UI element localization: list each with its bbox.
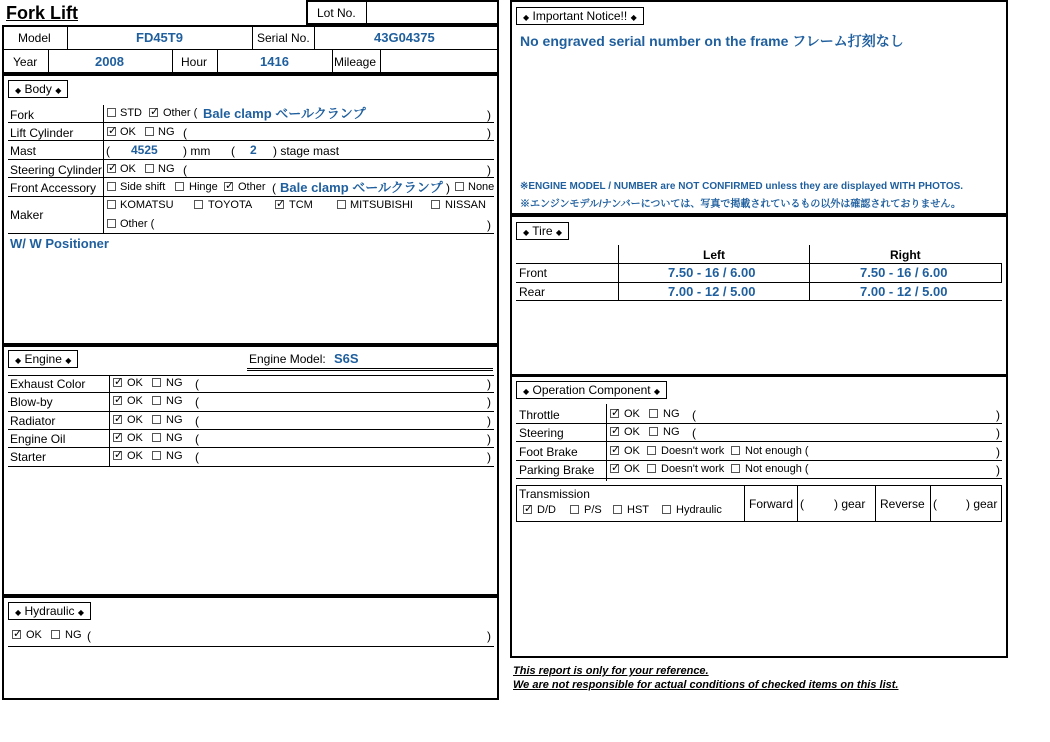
throttle-label: Throttle <box>519 408 560 422</box>
steering-ok-checkbox[interactable] <box>610 427 619 436</box>
form-title: Fork Lift <box>6 3 78 23</box>
mast-label: Mast <box>10 144 37 158</box>
fork-other-value: Bale clamp ベールクランプ <box>203 106 366 121</box>
fork-std-checkbox[interactable] <box>107 108 116 117</box>
transmission-dd-checkbox[interactable] <box>523 505 532 514</box>
reverse-label: Reverse <box>880 497 925 511</box>
notice-warning-en: ※ENGINE MODEL / NUMBER are NOT CONFIRMED unless they are displayed WITH PHOTOS. <box>520 181 964 192</box>
tire-rear-right: 7.00 - 12 / 5.00 <box>860 284 948 299</box>
exhaust-color-ok-checkbox[interactable] <box>113 378 122 387</box>
front-accessory-label: Front Accessory <box>10 181 97 195</box>
year-value: 2008 <box>95 54 124 69</box>
parking-brake-label: Parking Brake <box>519 463 595 477</box>
tire-front-right: 7.50 - 16 / 6.00 <box>860 265 948 280</box>
tire-front-label: Front <box>519 266 548 280</box>
radiator-ng-checkbox[interactable] <box>152 415 161 424</box>
foot-brake-label: Foot Brake <box>519 445 578 459</box>
maker-nissan-checkbox[interactable] <box>431 200 440 209</box>
steering-label: Steering <box>519 426 564 440</box>
engine-oil-label: Engine Oil <box>10 432 66 446</box>
maker-toyota-checkbox[interactable] <box>194 200 203 209</box>
tire-front-left: 7.50 - 16 / 6.00 <box>668 265 756 280</box>
throttle-ok-checkbox[interactable] <box>610 409 619 418</box>
blow-by-label: Blow-by <box>10 395 53 409</box>
mast-mm-value: 4525 <box>131 143 158 157</box>
engine-oil-ok-checkbox[interactable] <box>113 433 122 442</box>
steering-cylinder-ok-checkbox[interactable] <box>107 164 116 173</box>
steering-cylinder-label: Steering Cylinder <box>10 163 103 177</box>
notice-warning-jp: ※エンジンモデル/ナンバーについては、写真で掲載されているもの以外は確認されておりません。 <box>520 199 961 210</box>
radiator-label: Radiator <box>10 414 56 428</box>
tire-rear-left: 7.00 - 12 / 5.00 <box>668 284 756 299</box>
lot-label: Lot No. <box>317 6 356 20</box>
transmission-label: Transmission <box>519 487 590 501</box>
mast-stage-value: 2 <box>250 143 257 157</box>
maker-label: Maker <box>10 208 44 222</box>
forward-gear-unit: ) gear <box>834 497 866 511</box>
serial-label: Serial No. <box>257 31 310 45</box>
reverse-gear-unit: ) gear <box>966 497 998 511</box>
fork-other-checkbox[interactable] <box>149 108 158 117</box>
body-section-title: ◆ Body ◆ <box>8 80 68 98</box>
lift-cylinder-label: Lift Cylinder <box>10 126 74 140</box>
engine-model-value: S6S <box>334 351 359 366</box>
maker-other-checkbox[interactable] <box>107 219 116 228</box>
footer-line-1: This report is only for your reference. <box>513 665 709 677</box>
blow-by-ok-checkbox[interactable] <box>113 396 122 405</box>
exhaust-color-ng-checkbox[interactable] <box>152 378 161 387</box>
hour-value: 1416 <box>260 54 289 69</box>
mileage-label: Mileage <box>334 55 377 69</box>
side-shift-checkbox[interactable] <box>107 182 116 191</box>
maker-mitsubishi-checkbox[interactable] <box>337 200 346 209</box>
hinge-checkbox[interactable] <box>175 182 184 191</box>
model-value: FD45T9 <box>136 30 183 45</box>
maker-komatsu-checkbox[interactable] <box>107 200 116 209</box>
blow-by-ng-checkbox[interactable] <box>152 396 161 405</box>
engine-oil-ng-checkbox[interactable] <box>152 433 161 442</box>
starter-ng-checkbox[interactable] <box>152 451 161 460</box>
operation-section-title: ◆ Operation Component ◆ <box>516 381 667 399</box>
foot-brake-ok-checkbox[interactable] <box>610 446 619 455</box>
hydraulic-section-title: ◆ Hydraulic ◆ <box>8 602 91 620</box>
maker-tcm-checkbox[interactable] <box>275 200 284 209</box>
footer-line-2: We are not responsible for actual conditions of checked items on this list. <box>513 679 899 691</box>
body-note: W/ W Positioner <box>10 236 109 251</box>
foot-brake-not-enough-checkbox[interactable] <box>731 446 740 455</box>
serial-value: 43G04375 <box>374 30 435 45</box>
engine-section-title: ◆ Engine ◆ <box>8 350 78 368</box>
tire-section-title: ◆ Tire ◆ <box>516 222 569 240</box>
transmission-hydraulic-checkbox[interactable] <box>662 505 671 514</box>
hour-label: Hour <box>181 55 208 69</box>
year-label: Year <box>13 55 38 69</box>
accessory-none-checkbox[interactable] <box>455 182 464 191</box>
transmission-ps-checkbox[interactable] <box>570 505 579 514</box>
hydraulic-ng-checkbox[interactable] <box>51 630 60 639</box>
steering-cylinder-ng-checkbox[interactable] <box>145 164 154 173</box>
lift-cylinder-ok-checkbox[interactable] <box>107 127 116 136</box>
forward-label: Forward <box>749 497 794 511</box>
throttle-ng-checkbox[interactable] <box>649 409 658 418</box>
engine-model-label: Engine Model: <box>249 352 326 366</box>
starter-label: Starter <box>10 450 47 464</box>
hydraulic-ok-checkbox[interactable] <box>12 630 21 639</box>
parking-brake-ok-checkbox[interactable] <box>610 464 619 473</box>
starter-ok-checkbox[interactable] <box>113 451 122 460</box>
tire-rear-label: Rear <box>519 285 546 299</box>
exhaust-color-label: Exhaust Color <box>10 377 86 391</box>
tire-left-header: Left <box>703 248 725 262</box>
notice-section-title: ◆ Important Notice!! ◆ <box>516 7 644 25</box>
transmission-hst-checkbox[interactable] <box>613 505 622 514</box>
notice-main: No engraved serial number on the frame フレーム打刻なし <box>520 33 904 49</box>
radiator-ok-checkbox[interactable] <box>113 415 122 424</box>
fork-label: Fork <box>10 108 34 122</box>
parking-brake-doesnt-work-checkbox[interactable] <box>647 464 656 473</box>
mileage-value[interactable] <box>382 51 496 71</box>
tire-right-header: Right <box>890 248 921 262</box>
model-label: Model <box>18 31 51 45</box>
lift-cylinder-ng-checkbox[interactable] <box>145 127 154 136</box>
accessory-other-checkbox[interactable] <box>224 182 233 191</box>
parking-brake-not-enough-checkbox[interactable] <box>731 464 740 473</box>
steering-ng-checkbox[interactable] <box>649 427 658 436</box>
lot-value[interactable] <box>368 2 496 22</box>
accessory-other-value: Bale clamp ベールクランプ <box>280 180 443 195</box>
foot-brake-doesnt-work-checkbox[interactable] <box>647 446 656 455</box>
